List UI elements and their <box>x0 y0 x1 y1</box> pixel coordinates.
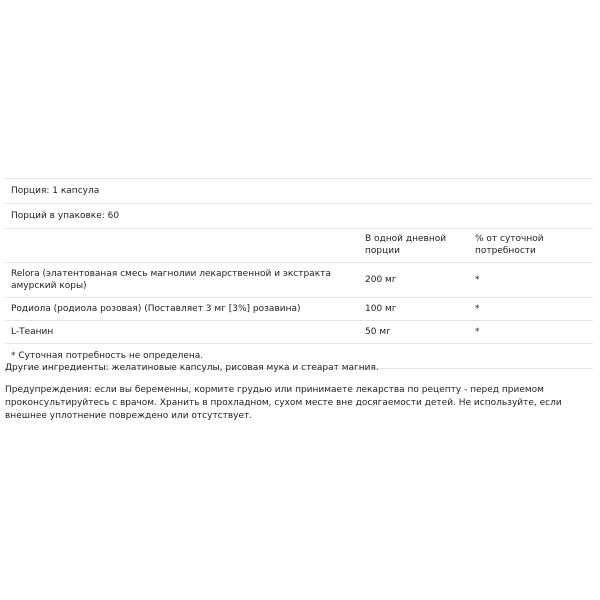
ingredient-daily-value: * <box>475 304 480 314</box>
ingredient-amount: 100 мг <box>365 304 397 314</box>
table-row <box>5 298 593 320</box>
ingredient-name: Родиола (родиола розовая) (Поставляет 3 мг [3%] розавина) <box>11 304 301 314</box>
ingredient-daily-value: * <box>475 275 480 285</box>
other-ingredients: Другие ингредиенты: желатиновые капсулы, рисовая мука и стеарат магния. <box>5 363 379 373</box>
serving-size: Порция: 1 капсула <box>11 186 100 196</box>
ingredient-name: Relora (элатентованая смесь магнолии лекарственной и экстракта амурский коры) <box>11 269 331 291</box>
ingredient-name: L-Теанин <box>11 327 54 337</box>
warnings: Предупреждения: если вы беременны, кормите грудью или принимаете лекарства по рецепту - перед приемом проконсультируйтесь с врачом. Хранить в прохладном, сухом месте вне досягаемости детей. Не используйте, если внешнее уплотнение повреждено или отсутствует. <box>5 385 562 421</box>
header-daily-value: % от суточной потребности <box>475 234 544 256</box>
table-header <box>5 229 593 262</box>
ingredient-daily-value: * <box>475 327 480 337</box>
ingredient-amount: 50 мг <box>365 327 391 337</box>
supplement-facts-panel <box>5 178 593 369</box>
ingredient-amount: 200 мг <box>365 275 397 285</box>
servings-per-container: Порций в упаковке: 60 <box>11 211 120 221</box>
table-footnote: * Суточная потребность не определена. <box>11 351 204 361</box>
header-name <box>5 233 365 257</box>
table-row <box>5 321 593 343</box>
header-amount: В одной дневной порции <box>365 234 447 256</box>
table-row <box>5 263 593 297</box>
